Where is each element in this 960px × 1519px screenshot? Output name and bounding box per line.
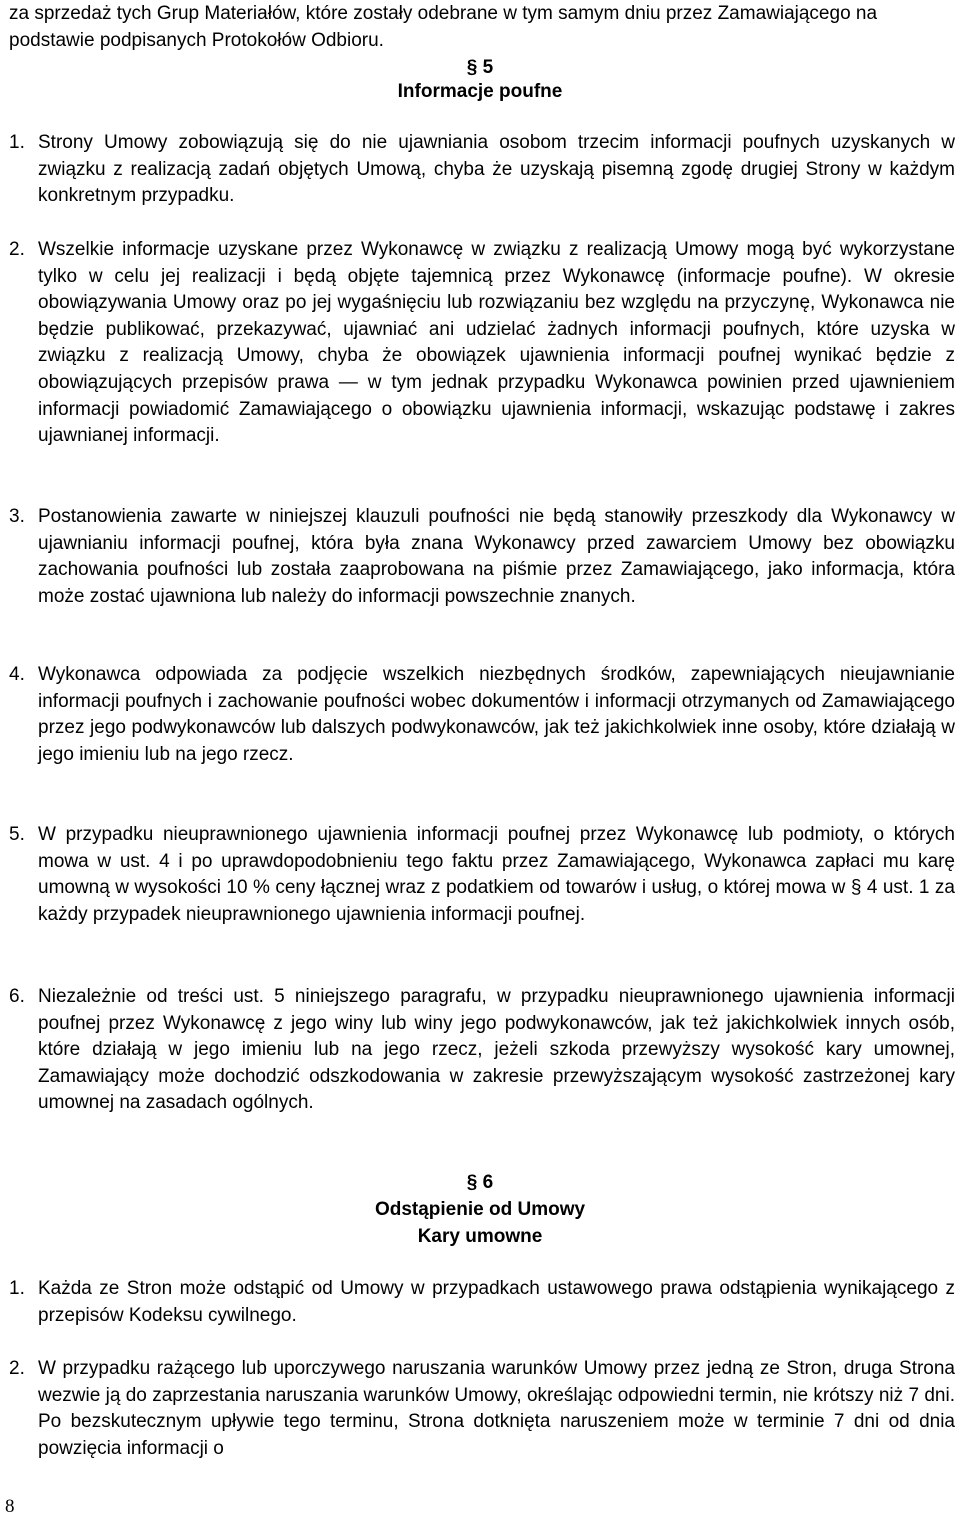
item-number: 3. [9, 506, 25, 527]
section-5-item-3 [9, 504, 955, 610]
section-5-item-5 [9, 822, 955, 928]
section-6-subtitle: Kary umowne [417, 1226, 543, 1247]
item-text: Strony Umowy zobowiązują się do nie ujawniania osobom trzecim informacji poufnych uzyskanych w związku z realizacją zadań objętych Umową, chyba że uzyskają pisemną zgodę drugiej Strony w każdym konkretnym przypadku. [38, 132, 955, 207]
item-number: 2. [9, 239, 25, 260]
item-number: 5. [9, 824, 25, 845]
item-number: 1. [9, 132, 25, 153]
section-6-title: Odstąpienie od Umowy [374, 1199, 586, 1220]
item-text: Wykonawca odpowiada za podjęcie wszelkich niezbędnych środków, zapewniających nieujawnianie informacji poufnych i zachowanie poufności wobec dokumentów i informacji otrzymanych od Zamawiającego przez jego podwykonawców lub dalszych podwykonawców, jak też jakichkolwiek inne osoby, które działają w jego imieniu lub na jego rzecz. [38, 664, 955, 765]
item-number: 6. [9, 986, 25, 1007]
section-5-item-6 [9, 984, 955, 1117]
section-5-item-4 [9, 662, 955, 768]
page-number: 8 [5, 1496, 15, 1517]
intro-paragraph: za sprzedaż tych Grup Materiałów, które zostały odebrane w tym samym dniu przez Zamawiającego na podstawie podpisanych Protokołów Odbioru. [9, 3, 878, 51]
item-text: W przypadku nieuprawnionego ujawnienia informacji poufnej przez Wykonawcę lub podmioty, o których mowa w ust. 4 i po uprawdopodobnieniu tego faktu przez Zamawiającego, Wykonawca zapłaci mu karę umowną w wysokości 10 % ceny łącznej wraz z podatkiem od towarów i usług, o której mowa w § 4 ust. 1 za każdy przypadek nieuprawnionego ujawnienia informacji poufnej. [38, 824, 955, 925]
section-5-item-1 [9, 130, 955, 210]
item-text: Postanowienia zawarte w niniejszej klauzuli poufności nie będą stanowiły przeszkody dla Wykonawcy w ujawnianiu informacji poufnej, która była znana Wykonawcy przed zawarciem Umowy bez obowiązku zachowania poufności lub została zaaprobowana na piśmie przez Zamawiającego, jako informacja, która może zostać ujawniona lub należy do informacji powszechnie znanych. [38, 506, 955, 607]
item-text: Każda ze Stron może odstąpić od Umowy w przypadkach ustawowego prawa odstąpienia wynikającego z przepisów Kodeksu cywilnego. [38, 1278, 955, 1326]
section-6-item-2 [9, 1356, 955, 1462]
item-number: 4. [9, 664, 25, 685]
section-5-symbol: § 5 [466, 57, 494, 78]
section-6-symbol: § 6 [466, 1172, 494, 1193]
section-5-title: Informacje poufne [397, 81, 563, 102]
item-number: 1. [9, 1278, 25, 1299]
section-5-item-2 [9, 237, 955, 450]
item-text: W przypadku rażącego lub uporczywego naruszania warunków Umowy przez jedną ze Stron, druga Strona wezwie ją do zaprzestania naruszania warunków Umowy, określając odpowiedni termin, nie krótszy niż 7 dni. Po bezskutecznym upływie tego terminu, Strona dotknięta naruszeniem może w terminie 7 dni od dnia powzięcia informacji o [38, 1358, 955, 1459]
item-text: Wszelkie informacje uzyskane przez Wykonawcę w związku z realizacją Umowy mogą być wykorzystane tylko w celu jej realizacji i będą objęte tajemnicą przez Wykonawcę (informacje poufne). W okresie obowiązywania Umowy oraz po jej wygaśnięciu lub rozwiązaniu bez względu na przyczynę, Wykonawca nie będzie publikować, przekazywać, ujawniać ani udzielać żadnych informacji poufnych, które uzyska w związku z realizacją Umowy, chyba że obowiązek ujawnienia informacji poufnej wynikać będzie z obowiązujących przepisów prawa — w tym jednak przypadku Wykonawca powinien przed ujawnieniem informacji powiadomić Zamawiającego o obowiązku ujawnienia informacji, wskazując podstawę i zakres ujawnianej informacji. [38, 239, 955, 447]
item-text: Niezależnie od treści ust. 5 niniejszego paragrafu, w przypadku nieuprawnionego ujawnienia informacji poufnej przez Wykonawcę z jego winy lub winy jego podwykonawców, jak też jakichkolwiek innych osób, które działają w jego imieniu lub na jego rzecz, jeżeli szkoda przewyższy wysokość kary umownej, Zamawiający może dochodzić odszkodowania w zakresie przewyższającym wysokość zastrzeżonej kary umownej na zasadach ogólnych. [38, 986, 955, 1114]
item-number: 2. [9, 1358, 25, 1379]
section-6-item-1 [9, 1276, 955, 1329]
